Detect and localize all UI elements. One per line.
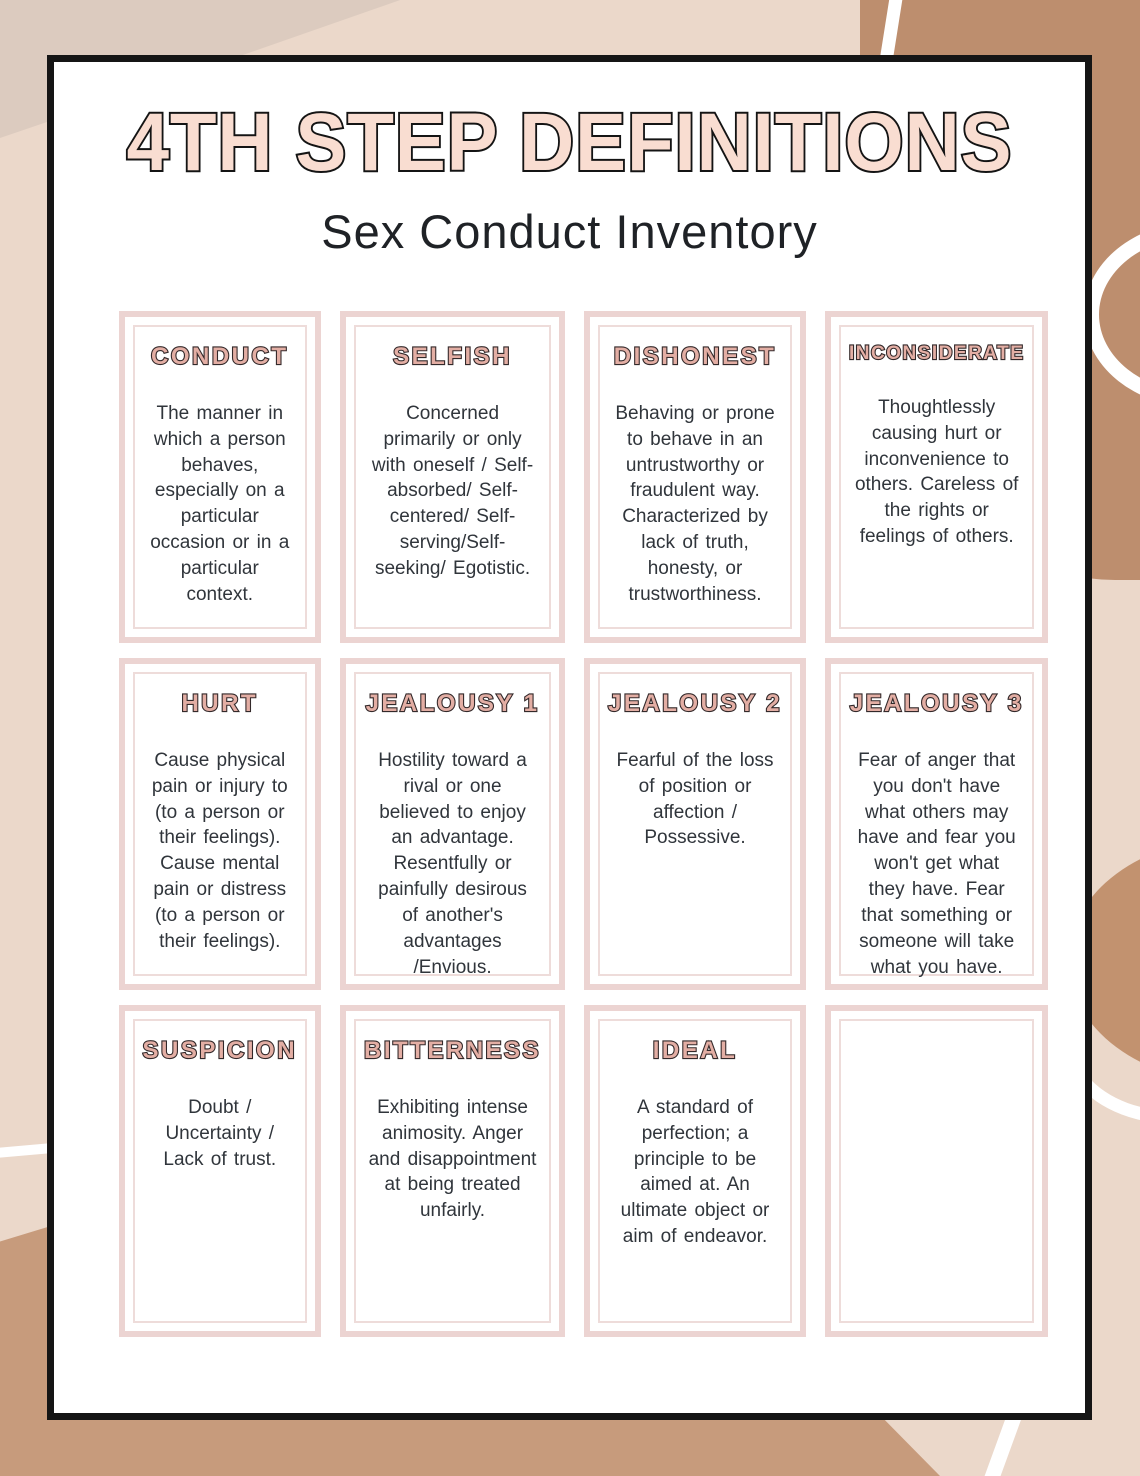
definition-card-ideal xyxy=(584,1005,806,1337)
card-definition: Concerned primarily or only with oneself / Self-absorbed/ Self-centered/ Self-serving/Self-seeking/ Egotistic. xyxy=(371,403,534,579)
card-definition: Behaving or prone to behave in an untrustworthy or fraudulent way. Characterized by lack of truth, honesty, or trustworthiness. xyxy=(615,403,775,605)
worksheet-page xyxy=(47,55,1092,1420)
card-definition: A standard of perfection; a principle to be aimed at. An ultimate object or aim of endeavor. xyxy=(620,1097,770,1248)
definition-card-jealousy-2 xyxy=(584,658,806,990)
card-title: INCONSIDERATE xyxy=(849,343,1025,364)
card-title: SUSPICION xyxy=(142,1037,298,1064)
definition-card-inconsiderate xyxy=(825,311,1048,643)
cards-grid xyxy=(119,311,1025,1337)
card-definition: Thoughtlessly causing hurt or inconvenience to others. Careless of the rights or feelings of others. xyxy=(854,397,1019,548)
card-definition: The manner in which a person behaves, especially on a particular occasion or in a particular context. xyxy=(150,403,290,605)
card-title: HURT xyxy=(181,690,259,717)
definition-card-blank xyxy=(825,1005,1048,1337)
page-subtitle: Sex Conduct Inventory xyxy=(321,205,818,258)
definition-card-selfish xyxy=(340,311,565,643)
card-frame xyxy=(354,672,551,976)
definition-card-hurt xyxy=(119,658,322,990)
card-title: JEALOUSY 3 xyxy=(849,690,1024,717)
card-definition: Hostility toward a rival or one believed to enjoy an advantage. Resentfully or painfully desirous of another's advantages /Envious. xyxy=(378,750,527,978)
card-frame xyxy=(354,1019,551,1323)
definition-card-conduct xyxy=(119,311,322,643)
card-title: SELFISH xyxy=(393,343,512,370)
card-frame xyxy=(133,672,308,976)
definition-card-suspicion xyxy=(119,1005,322,1337)
card-definition: Cause physical pain or injury to (to a person or their feelings). Cause mental pain or distress (to a person or their feelings). xyxy=(151,750,288,952)
card-frame xyxy=(598,672,792,976)
card-frame xyxy=(839,325,1034,629)
card-frame xyxy=(133,325,308,629)
card-definition: Fearful of the loss of position or affection / Possessive. xyxy=(616,750,774,849)
card-title: JEALOUSY 1 xyxy=(365,690,540,717)
card-definition: Exhibiting intense animosity. Anger and disappointment at being treated unfairly. xyxy=(368,1097,537,1222)
card-title: JEALOUSY 2 xyxy=(608,690,782,717)
definition-card-jealousy-3 xyxy=(825,658,1048,990)
card-definition: Fear of anger that you don't have what others may have and fear you won't get what they have. Fear that something or someone will take what you have. xyxy=(857,750,1016,978)
page-title: 4TH STEP DEFINITIONS xyxy=(126,97,1013,188)
card-frame xyxy=(839,672,1034,976)
card-frame xyxy=(598,1019,792,1323)
definition-card-bitterness xyxy=(340,1005,565,1337)
card-frame xyxy=(598,325,792,629)
definition-card-dishonest xyxy=(584,311,806,643)
card-frame xyxy=(133,1019,308,1323)
card-frame xyxy=(839,1019,1034,1323)
card-title: IDEAL xyxy=(652,1037,738,1064)
card-frame xyxy=(354,325,551,629)
definition-card-jealousy-1 xyxy=(340,658,565,990)
card-definition: Doubt / Uncertainty / Lack of trust. xyxy=(163,1097,277,1170)
card-title: CONDUCT xyxy=(151,343,289,370)
card-title: DISHONEST xyxy=(613,343,777,370)
card-title: BITTERNESS xyxy=(364,1037,542,1064)
